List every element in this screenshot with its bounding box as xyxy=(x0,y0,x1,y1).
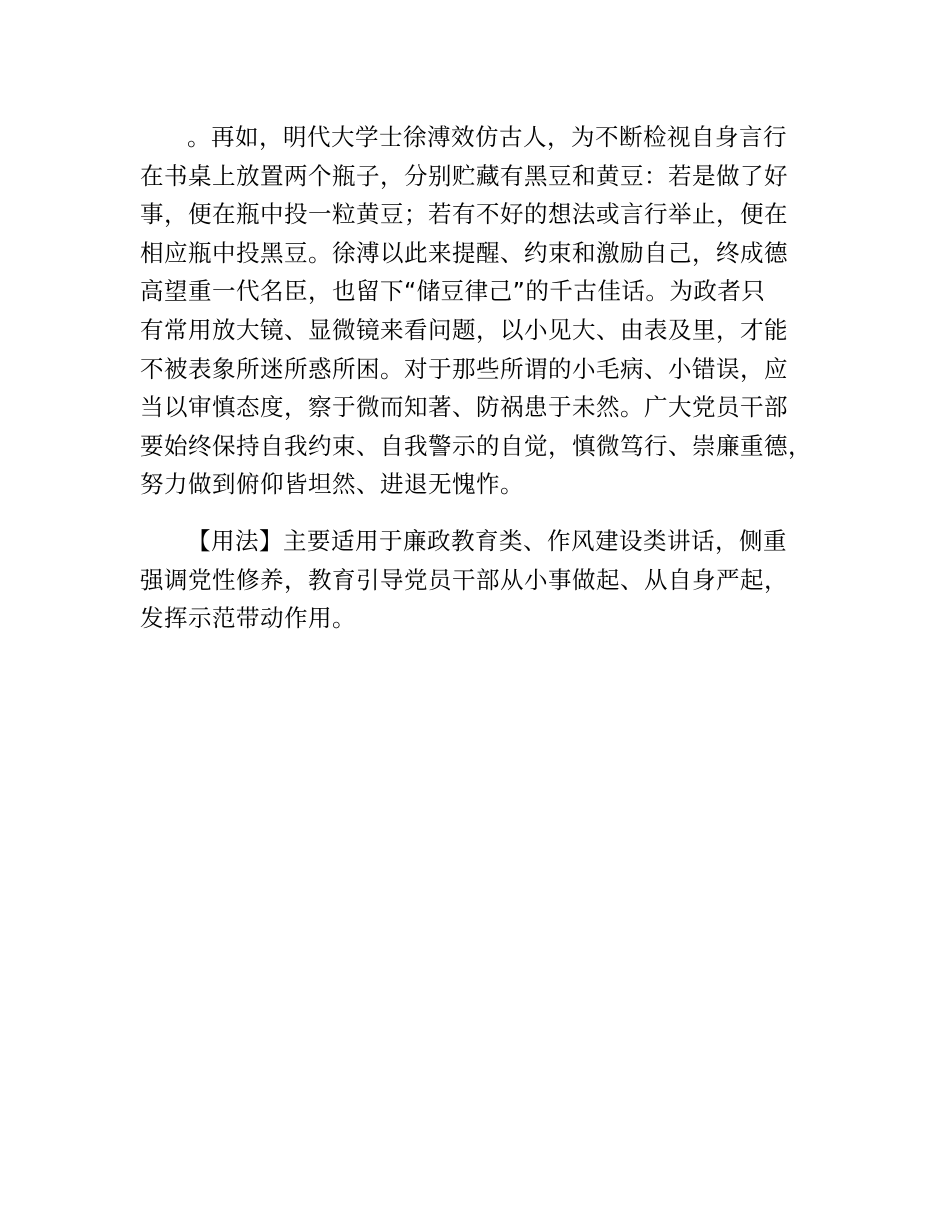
paragraph-line: 。再如，明代大学士徐溥效仿古人，为不断检视自身言行 xyxy=(187,123,787,151)
paragraph-line: 【用法】主要适用于廉政教育类、作风建设类讲话，侧重 xyxy=(187,526,787,555)
paragraph-line: 要始终保持自我约束、自我警示的自觉，慎微笃行、崇廉重德， xyxy=(140,431,812,460)
paragraph-example xyxy=(140,118,840,504)
document-body xyxy=(140,118,840,638)
paragraph-spacer xyxy=(140,504,840,522)
paragraph-line: 高望重一代名臣，也留下“储豆律己”的千古佳话。为政者只 xyxy=(140,277,766,306)
paragraph-line: 事，便在瓶中投一粒黄豆；若有不好的想法或言行举止，便在 xyxy=(140,200,788,229)
paragraph-line: 当以审慎态度，察于微而知著、防祸患于未然。广大党员干部 xyxy=(140,393,788,422)
paragraph-line: 发挥示范带动作用。 xyxy=(140,604,356,633)
paragraph-line: 在书桌上放置两个瓶子，分别贮藏有黑豆和黄豆：若是做了好 xyxy=(140,161,788,190)
paragraph-line: 努力做到俯仰皆坦然、进退无愧怍。 xyxy=(140,470,524,499)
paragraph-line: 有常用放大镜、显微镜来看问题，以小见大、由表及里，才能 xyxy=(140,315,788,344)
paragraph-usage xyxy=(140,522,840,638)
paragraph-line: 强调党性修养，教育引导党员干部从小事做起、从自身严起， xyxy=(140,565,788,594)
paragraph-line: 相应瓶中投黑豆。徐溥以此来提醒、约束和激励自己，终成德 xyxy=(140,238,788,267)
paragraph-line: 不被表象所迷所惑所困。对于那些所谓的小毛病、小错误，应 xyxy=(140,354,788,383)
